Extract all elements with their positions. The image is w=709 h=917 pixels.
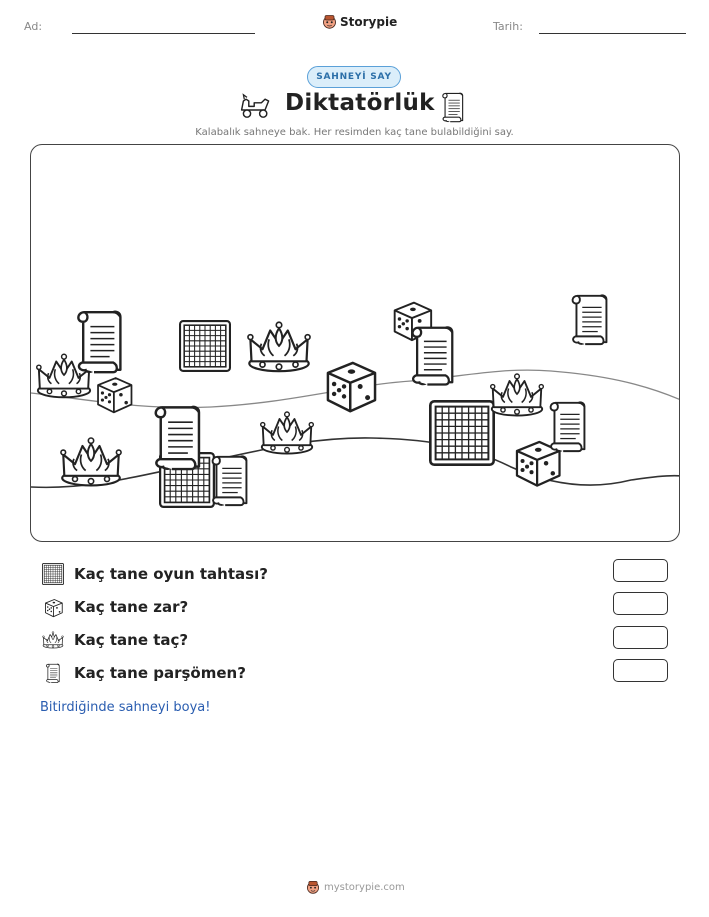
scene-scroll [156, 407, 199, 469]
instructions: Kalabalık sahneye bak. Her resimden kaç tane bulabildiğini say. [195, 127, 514, 138]
question-text: Kaç tane oyun tahtası? [74, 565, 268, 583]
counting-scene[interactable] [30, 144, 680, 542]
game-board-icon [42, 563, 64, 585]
question-game-board [42, 562, 268, 586]
question-text: Kaç tane taç? [74, 631, 189, 649]
scene-crown [61, 438, 121, 485]
question-crown [42, 628, 188, 652]
scene-scroll [213, 456, 247, 505]
answer-box-crown[interactable] [613, 626, 668, 649]
scene-dice [328, 363, 375, 411]
scene-game-board [430, 401, 493, 464]
question-scroll [42, 661, 246, 685]
footer [306, 880, 405, 894]
brand-logo [322, 14, 397, 29]
activity-badge: SAHNEYİ SAY [307, 66, 401, 88]
scene-scroll [413, 327, 453, 384]
scene-game-board [180, 321, 230, 371]
mascot-icon [322, 14, 337, 29]
footer-url[interactable]: mystorypie.com [324, 881, 405, 893]
question-dice [42, 595, 188, 619]
answer-box-scroll[interactable] [613, 659, 668, 682]
scene-crown [491, 374, 544, 416]
scroll-icon [438, 90, 468, 124]
brand-name: Storypie [340, 14, 398, 29]
scene-crown [261, 412, 314, 454]
page-title: Diktatörlük [285, 90, 435, 116]
scene-dice [98, 378, 131, 412]
crown-icon [42, 629, 64, 651]
name-label: Ad: [24, 20, 43, 33]
scene-illustration [31, 145, 680, 542]
mascot-icon [306, 880, 320, 894]
chariot-icon [238, 92, 274, 119]
coloring-note: Bitirdiğinde sahneyi boya! [40, 700, 211, 715]
scroll-icon [42, 662, 64, 684]
answer-box-dice[interactable] [613, 592, 668, 615]
date-label: Tarih: [493, 20, 523, 33]
question-text: Kaç tane parşömen? [74, 664, 246, 682]
date-line[interactable] [539, 33, 686, 34]
scene-scroll [551, 402, 585, 451]
dice-icon [42, 596, 64, 618]
scene-scroll [573, 295, 607, 344]
question-text: Kaç tane zar? [74, 598, 189, 616]
name-line[interactable] [72, 33, 255, 34]
scene-crown [248, 322, 310, 371]
answer-box-game-board[interactable] [613, 559, 668, 582]
scene-scroll [78, 312, 120, 372]
